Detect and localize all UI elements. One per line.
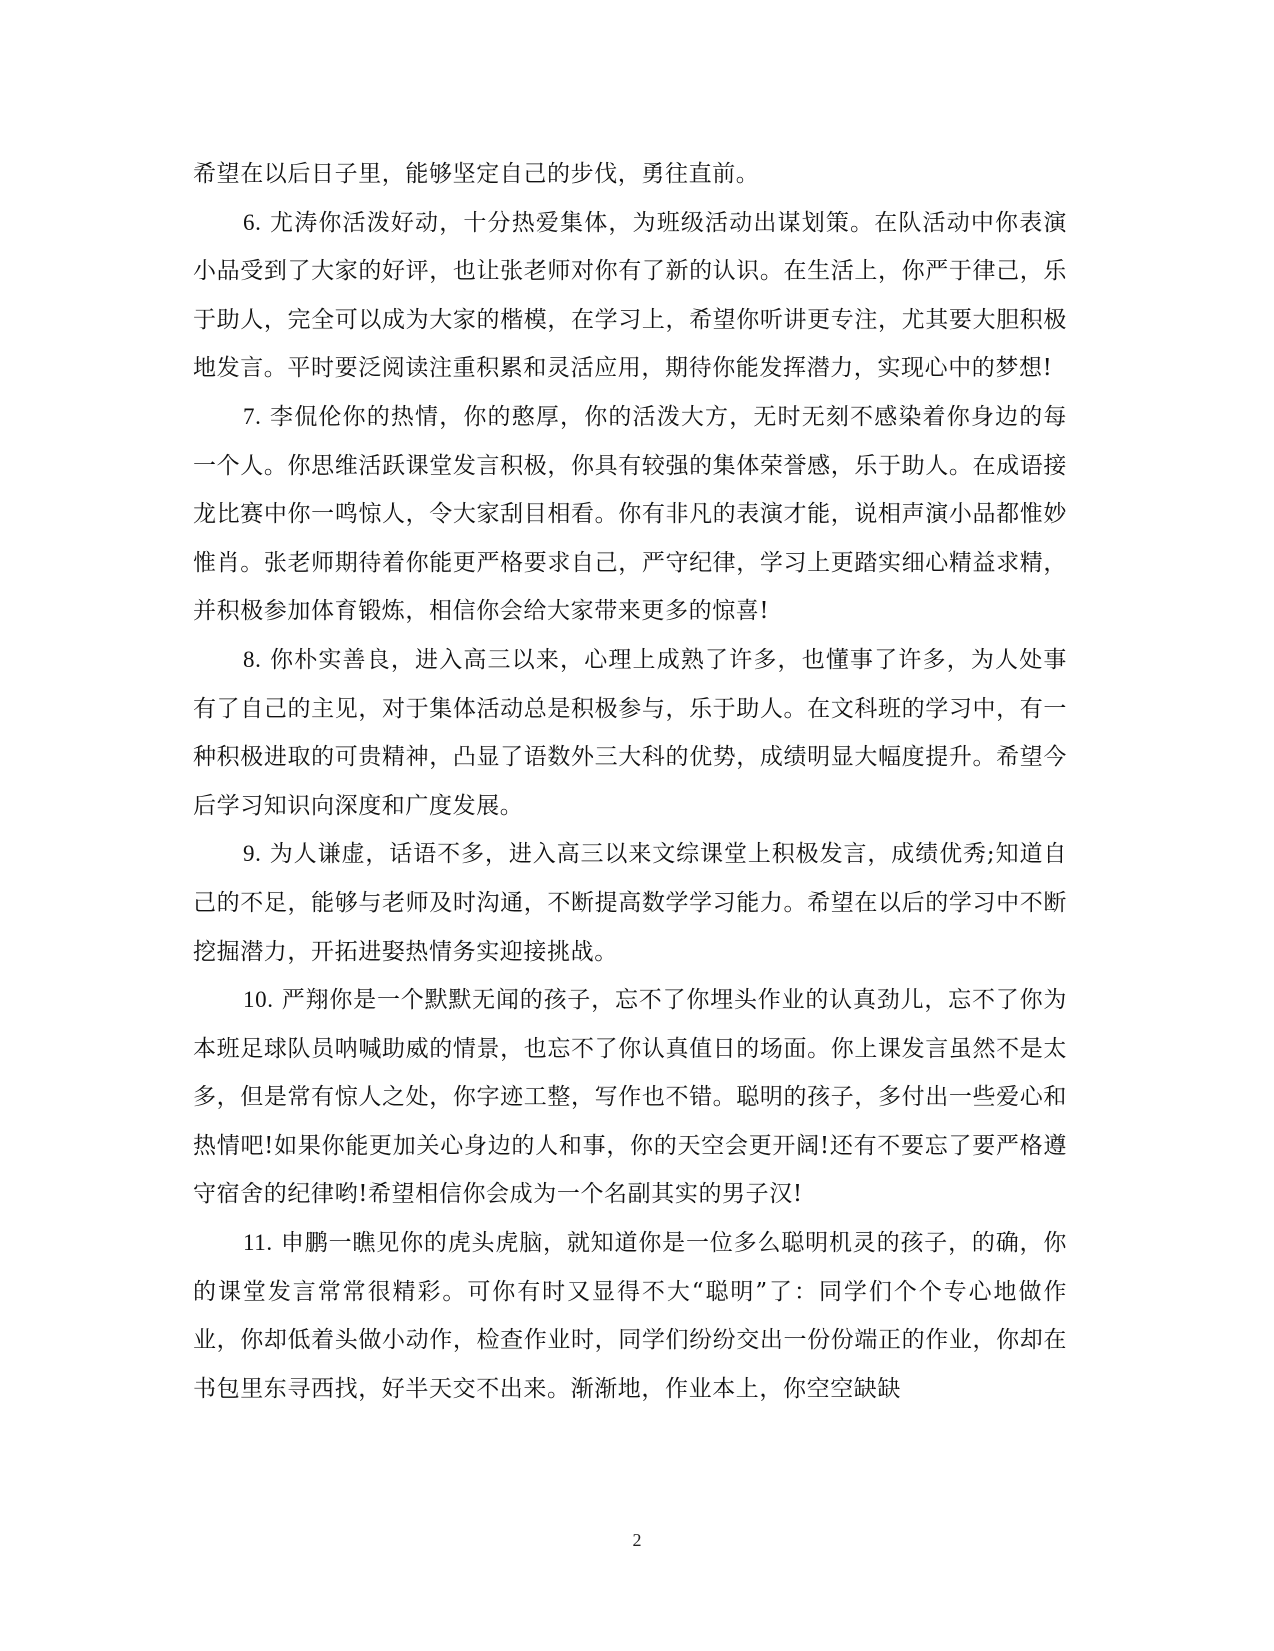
paragraph-text: 李侃伦你的热情，你的憨厚，你的活泼大方，无时无刻不感染着你身边的每一个人。你思维活跃课堂发言积极，你具有较强的集体荣誉感，乐于助人。在成语接龙比赛中你一鸣惊人，令大家刮目相看。你有非凡的表演才能，说相声演小品都惟妙惟肖。张老师期待着你能更严格要求自己，严守纪律，学习上更踏实细心精益求精，并积极参加体育锻炼，相信你会给大家带来更多的惊喜! xyxy=(193,403,1067,625)
paragraph-8 xyxy=(193,636,1067,830)
paragraph-text: 为人谦虚，话语不多，进入高三以来文综课堂上积极发言，成绩优秀;知道自己的不足，能够与老师及时沟通，不断提高数学学习能力。希望在以后的学习中不断挖掘潜力，开拓进娶热情务实迎接挑战。 xyxy=(193,841,1067,965)
paragraph-text: 尤涛你活泼好动，十分热爱集体，为班级活动出谋划策。在队活动中你表演小品受到了大家的好评，也让张老师对你有了新的认识。在生活上，你严于律己，乐于助人，完全可以成为大家的楷模，在学习上，希望你听讲更专注，尤其要大胆积极地发言。平时要泛阅读注重积累和灵活应用，期待你能发挥潜力，实现心中的梦想! xyxy=(193,209,1067,382)
paragraph-text: 严翔你是一个默默无闻的孩子，忘不了你埋头作业的认真劲儿，忘不了你为本班足球队员呐喊助威的情景，也忘不了你认真值日的场面。你上课发言虽然不是太多，但是常有惊人之处，你字迹工整，写作也不错。聪明的孩子，多付出一些爱心和热情吧!如果你能更加关心身边的人和事，你的天空会更开阔!还有不要忘了要严格遵守宿舍的纪律哟!希望相信你会成为一个名副其实的男子汉! xyxy=(193,987,1067,1208)
paragraph-7 xyxy=(193,393,1067,636)
paragraph-text: 申鹏一瞧见你的虎头虎脑，就知道你是一位多么聪明机灵的孩子，的确，你的课堂发言常常很精彩。可你有时又显得不大“聪明”了：同学们个个专心地做作业，你却低着头做小动作，检查作业时，同学们纷纷交出一份份端正的作业，你却在书包里东寻西找，好半天交不出来。渐渐地，作业本上，你空空缺缺 xyxy=(193,1230,1067,1402)
paragraph-10 xyxy=(193,976,1067,1219)
paragraph-6 xyxy=(193,199,1067,393)
paragraph-number: 9. xyxy=(243,841,262,867)
paragraph-number: 11. xyxy=(243,1230,273,1256)
paragraph-continuation xyxy=(193,150,1067,199)
body-text xyxy=(193,150,1067,1413)
paragraph-text: 希望在以后日子里，能够坚定自己的步伐，勇往直前。 xyxy=(193,161,760,187)
paragraph-number: 6. xyxy=(243,209,262,235)
paragraph-text: 你朴实善良，进入高三以来，心理上成熟了许多，也懂事了许多，为人处事有了自己的主见，对于集体活动总是积极参与，乐于助人。在文科班的学习中，有一种积极进取的可贵精神，凸显了语数外三大科的优势，成绩明显大幅度提升。希望今后学习知识向深度和广度发展。 xyxy=(193,646,1067,819)
paragraph-number: 7. xyxy=(243,403,262,429)
paragraph-number: 8. xyxy=(243,646,262,672)
paragraph-9 xyxy=(193,830,1067,976)
paragraph-number: 10. xyxy=(243,987,274,1013)
page-number: 2 xyxy=(632,1530,642,1550)
paragraph-11 xyxy=(193,1219,1067,1413)
